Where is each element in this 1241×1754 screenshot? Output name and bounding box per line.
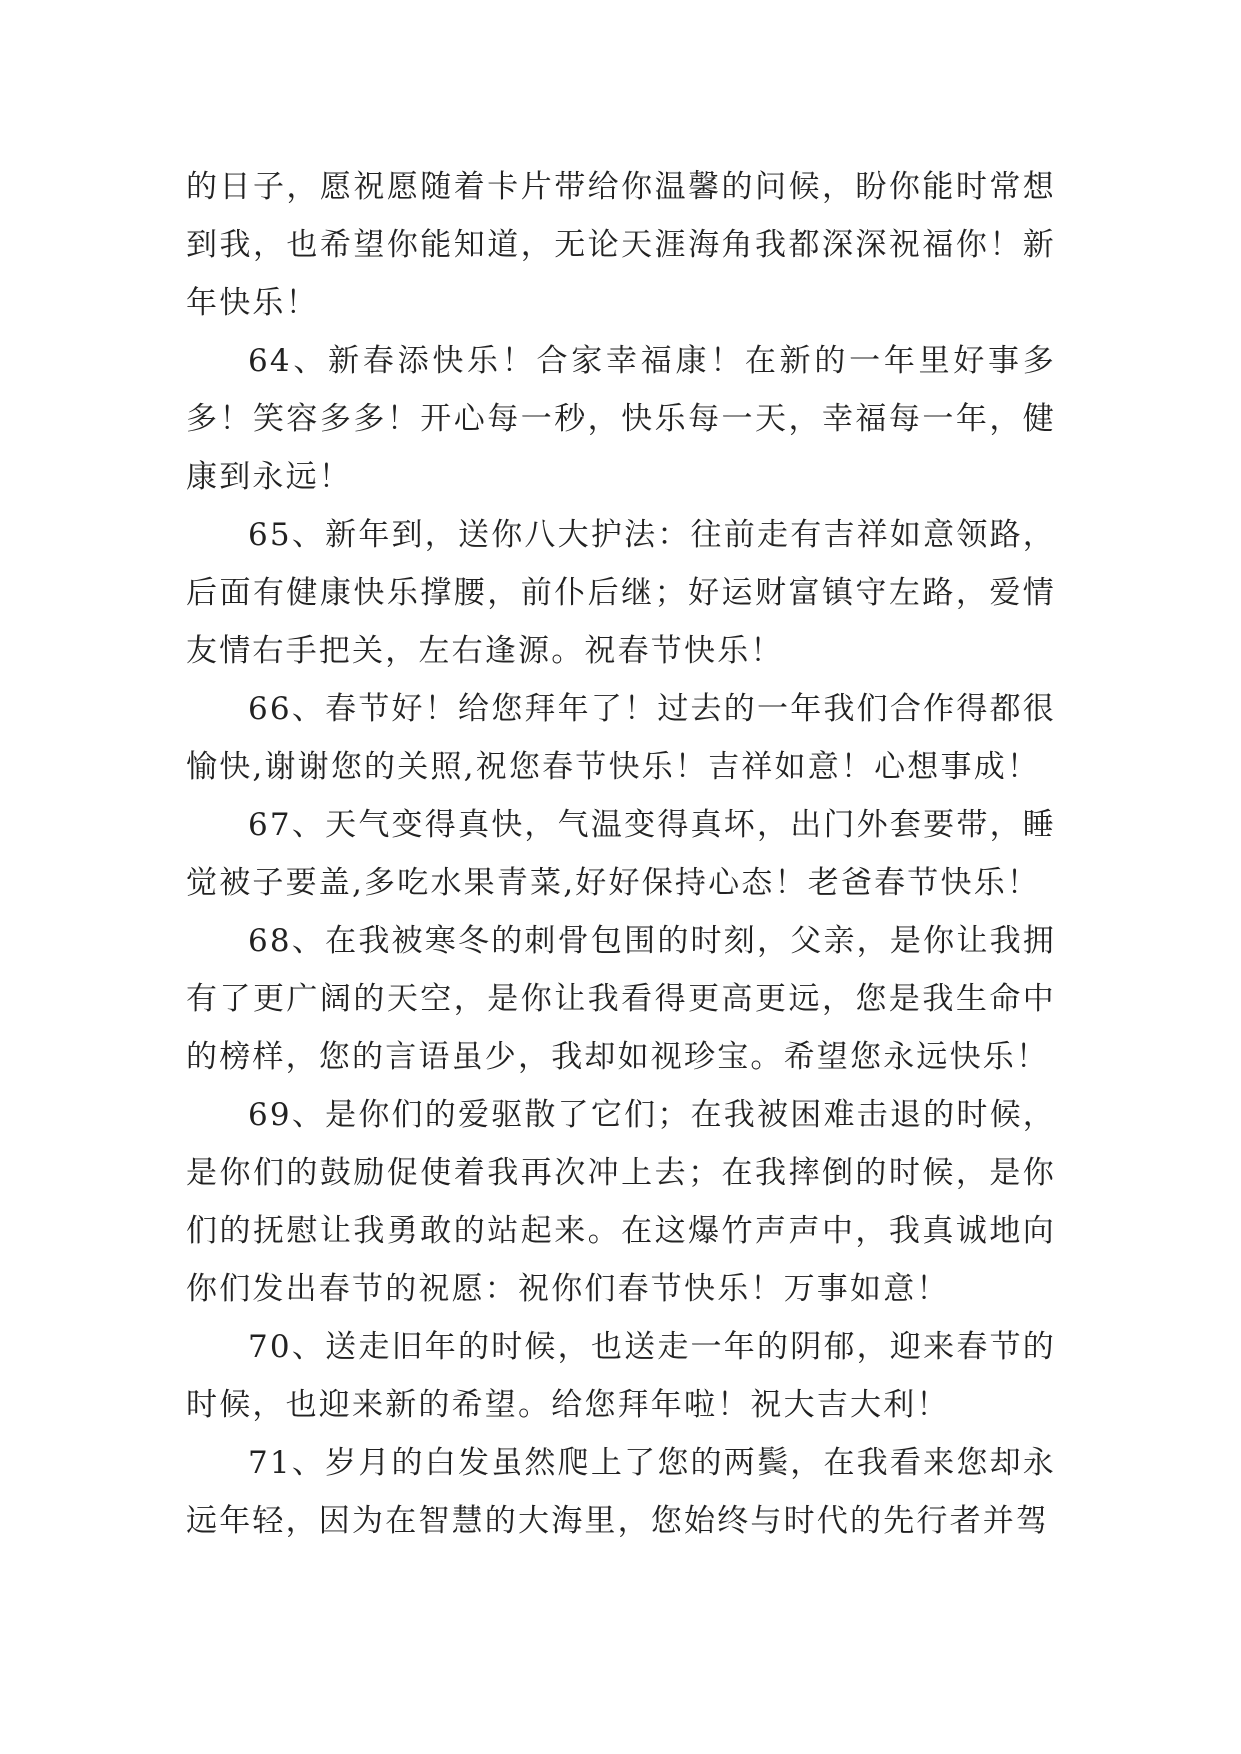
paragraph-65: 65、新年到，送你八大护法：往前走有吉祥如意领路，后面有健康快乐撑腰，前仆后继；好运财富镇守左路，爱情友情右手把关，左右逢源。祝春节快乐！ [186,517,1056,669]
document-body [186,158,1056,1550]
paragraph-68: 68、在我被寒冬的刺骨包围的时刻，父亲，是你让我拥有了更广阔的天空，是你让我看得更高更远，您是我生命中的榜样，您的言语虽少，我却如视珍宝。希望您永远快乐！ [186,923,1056,1075]
paragraph-71: 71、岁月的白发虽然爬上了您的两鬓，在我看来您却永远年轻，因为在智慧的大海里，您始终与时代的先行者并驾 [186,1445,1056,1539]
paragraph-69: 69、是你们的爱驱散了它们；在我被困难击退的时候，是你们的鼓励促使着我再次冲上去；在我摔倒的时候，是你们的抚慰让我勇敢的站起来。在这爆竹声声中，我真诚地向你们发出春节的祝愿：祝你们春节快乐！万事如意！ [186,1097,1056,1307]
paragraph-66: 66、春节好！给您拜年了！过去的一年我们合作得都很愉快,谢谢您的关照,祝您春节快乐！吉祥如意！心想事成！ [186,691,1056,785]
paragraph-64: 64、新春添快乐！合家幸福康！在新的一年里好事多多！笑容多多！开心每一秒，快乐每一天，幸福每一年，健康到永远！ [186,343,1056,495]
paragraph-63-continued: 的日子，愿祝愿随着卡片带给你温馨的问候，盼你能时常想到我，也希望你能知道，无论天涯海角我都深深祝福你！新年快乐！ [186,169,1056,321]
paragraph-67: 67、天气变得真快，气温变得真坏，出门外套要带，睡觉被子要盖,多吃水果青菜,好好保持心态！老爸春节快乐！ [186,807,1056,901]
paragraph-70: 70、送走旧年的时候，也送走一年的阴郁，迎来春节的时候，也迎来新的希望。给您拜年啦！祝大吉大利！ [186,1329,1056,1423]
